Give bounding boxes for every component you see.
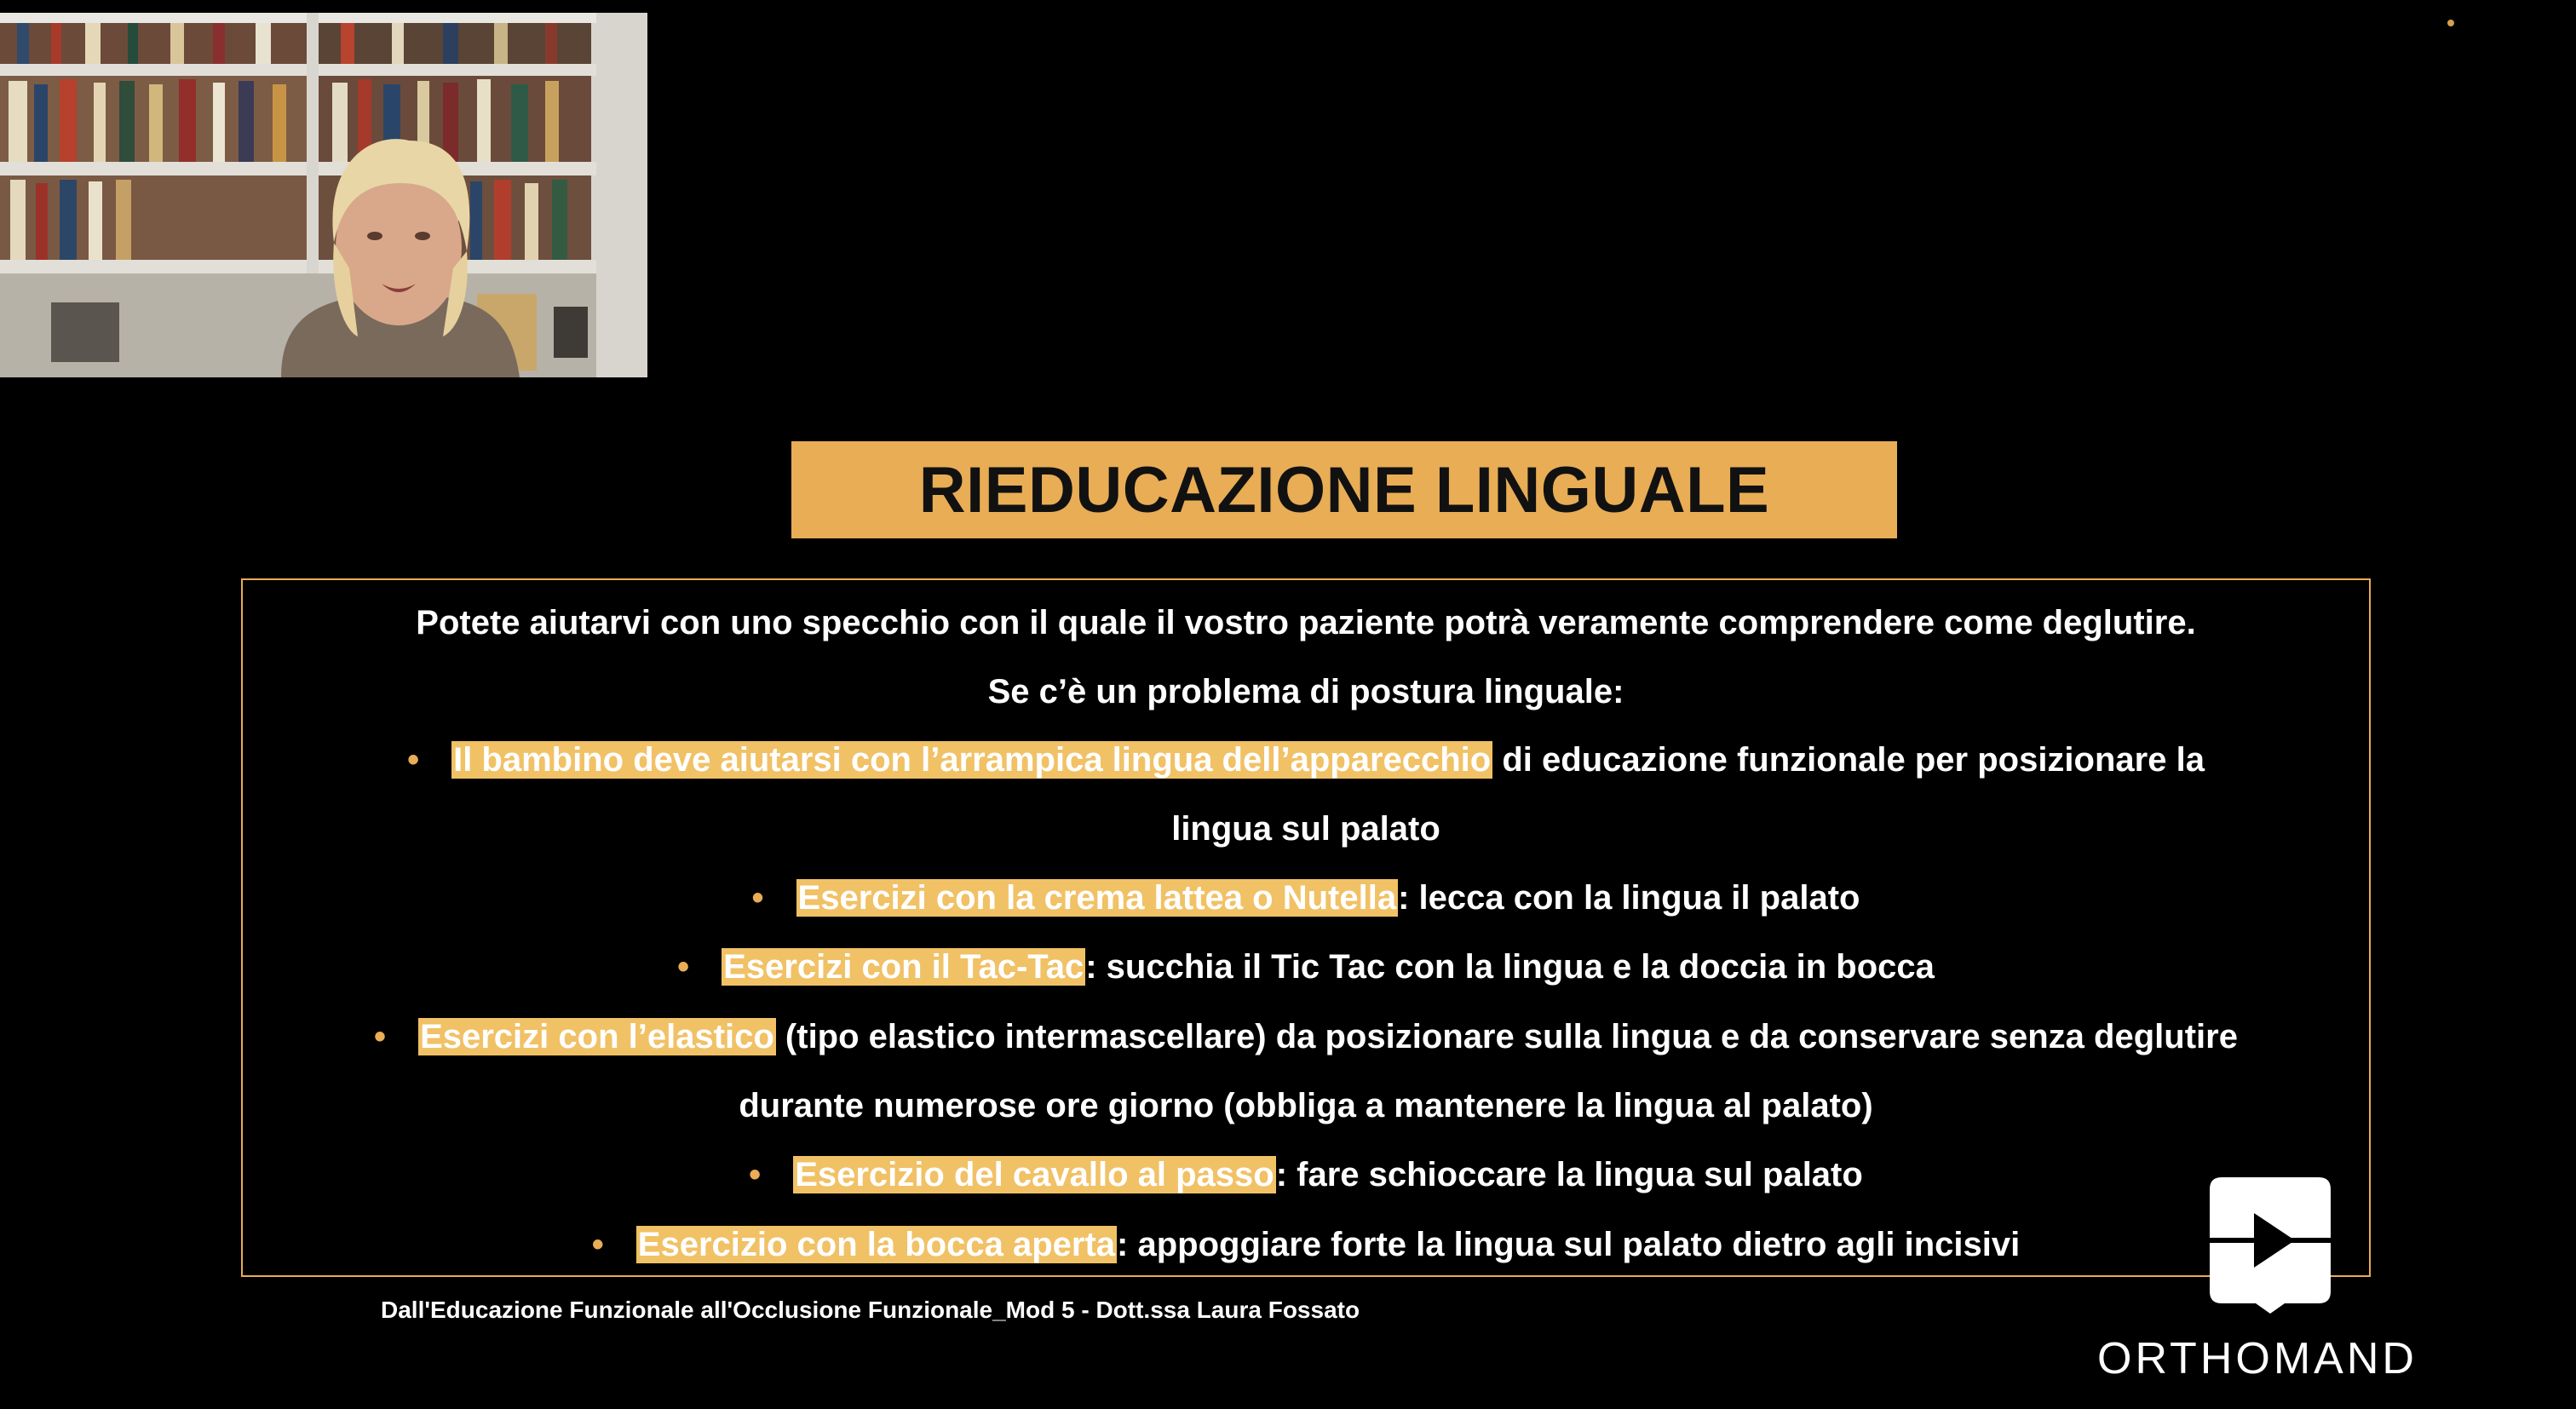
- presenter-webcam-video: [0, 13, 647, 377]
- highlighted-text: Esercizio con la bocca aperta: [637, 1226, 1116, 1263]
- list-item: [243, 1221, 2369, 1268]
- list-item: [243, 943, 2369, 991]
- highlighted-text: Esercizi con il Tac-Tac: [723, 948, 1084, 986]
- recording-dot: [2447, 20, 2454, 26]
- subtitle-line: Se c’è un problema di postura linguale:: [987, 673, 1624, 710]
- logo-text: ORTHOMAND: [2097, 1334, 2418, 1383]
- bullet-marker: •: [407, 741, 420, 779]
- play-icon: [2210, 1177, 2331, 1314]
- item-text: di educazione funzionale per posizionare la: [1492, 741, 2205, 779]
- list-item-continuation: lingua sul palato: [1171, 810, 1440, 848]
- intro-line: Potete aiutarvi con uno specchio con il quale il vostro paziente potrà veramente comprendere come deglutire.: [416, 604, 2196, 641]
- highlighted-text: Esercizi con la crema lattea o Nutella: [797, 879, 1397, 917]
- item-text: (tipo elastico intermascellare) da posizionare sulla lingua e da conservare senza deglutire: [775, 1018, 2238, 1055]
- list-item: [243, 874, 2369, 922]
- bullet-marker: •: [749, 1156, 762, 1193]
- bullet-marker: •: [374, 1018, 387, 1055]
- highlighted-text: Esercizi con l’elastico: [420, 1018, 774, 1055]
- list-item: [243, 736, 2369, 784]
- slide-title: RIEDUCAZIONE LINGUALE: [918, 453, 1770, 526]
- list-item: [243, 1151, 2369, 1199]
- list-item-continuation: durante numerose ore giorno (obbliga a mantenere la lingua al palato): [739, 1087, 1873, 1124]
- item-text: : lecca con la lingua il palato: [1398, 879, 1860, 917]
- bullet-marker: •: [677, 948, 690, 986]
- highlighted-text: Esercizio del cavallo al passo: [795, 1156, 1274, 1193]
- bullet-marker: •: [751, 879, 764, 917]
- item-text: : fare schioccare la lingua sul palato: [1275, 1156, 1863, 1193]
- item-text: : succhia il Tic Tac con la lingua e la doccia in bocca: [1085, 948, 1935, 986]
- highlighted-text: Il bambino deve aiutarsi con l’arrampica lingua dell’apparecchio: [453, 741, 1492, 779]
- slide-content-box: [241, 578, 2371, 1277]
- footer-caption: Dall'Educazione Funzionale all'Occlusione Funzionale_Mod 5 - Dott.ssa Laura Fossato: [381, 1297, 1360, 1323]
- slide-title-banner: [791, 441, 1897, 538]
- item-text: : appoggiare forte la lingua sul palato dietro agli incisivi: [1117, 1226, 2021, 1263]
- bullet-marker: •: [591, 1226, 604, 1263]
- list-item: [243, 1013, 2369, 1061]
